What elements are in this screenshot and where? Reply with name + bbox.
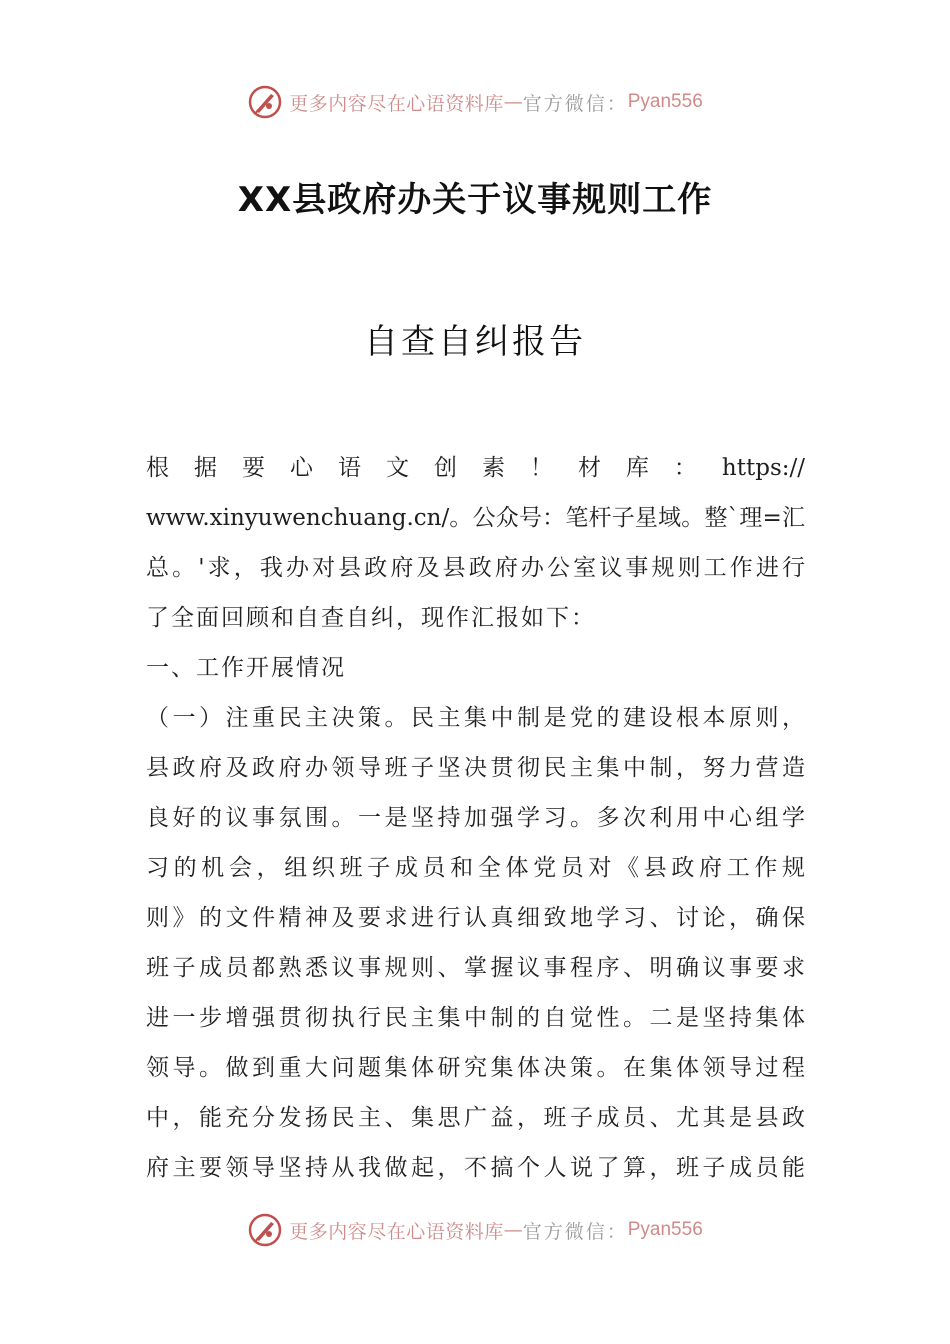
body-line: 府主要领导坚持从我做起，不搞个人说了算，班子成员能	[146, 1155, 805, 1181]
document-title-line2: 自查自纠报告	[364, 322, 586, 362]
body-line: 领导。做到重大问题集体研究集体决策。在集体领导过程	[146, 1055, 805, 1081]
section-heading: 一、工作开展情况	[146, 655, 346, 681]
body-line: 根据要心语文创素！材库：https://	[146, 455, 805, 481]
body-line: 总。'求，我办对县政府及县政府办公室议事规则工作进行	[146, 555, 805, 581]
body-line: 进一步增强贯彻执行民主集中制的自觉性。二是坚持集体	[146, 1005, 805, 1031]
body-line: （一）注重民主决策。民主集中制是党的建设根本原则，	[146, 705, 805, 731]
body-line: 习的机会，组织班子成员和全体党员对《县政府工作规	[146, 855, 805, 881]
watermark-wechat-id: Pyan556	[627, 1219, 703, 1240]
watermark-banner-bottom	[0, 1210, 950, 1250]
body-line: 县政府及政府办领导班子坚决贯彻民主集中制，努力营造	[146, 755, 805, 781]
body-line: 了全面回顾和自查自纠，现作汇报如下：	[146, 605, 596, 631]
quill-logo-icon	[247, 84, 283, 120]
watermark-text: 更多内容尽在心语资料库	[289, 1220, 504, 1243]
watermark-separator: —	[503, 1219, 523, 1241]
body-line: 中，能充分发扬民主、集思广益，班子成员、尤其是县政	[146, 1105, 805, 1131]
watermark-text: 更多内容尽在心语资料库	[289, 92, 504, 115]
watermark-separator: —	[503, 91, 523, 113]
body-line: 良好的议事氛围。一是坚持加强学习。多次利用中心组学	[146, 805, 805, 831]
body-line: www.xinyuwenchuang.cn/。公众号：笔杆子星域。整`理=汇	[146, 505, 805, 531]
watermark-wechat-label: 官方微信：	[522, 92, 628, 115]
body-line: 则》的文件精神及要求进行认真细致地学习、讨论，确保	[146, 905, 805, 931]
document-body	[146, 443, 805, 1193]
body-line: 班子成员都熟悉议事规则、掌握议事程序、明确议事要求	[146, 955, 805, 981]
watermark-wechat-label: 官方微信：	[522, 1220, 628, 1243]
watermark-banner-top	[0, 82, 950, 122]
watermark-wechat-id: Pyan556	[627, 91, 703, 112]
document-title-line1: XX县政府办关于议事规则工作	[237, 180, 713, 220]
quill-logo-icon	[247, 1212, 283, 1248]
